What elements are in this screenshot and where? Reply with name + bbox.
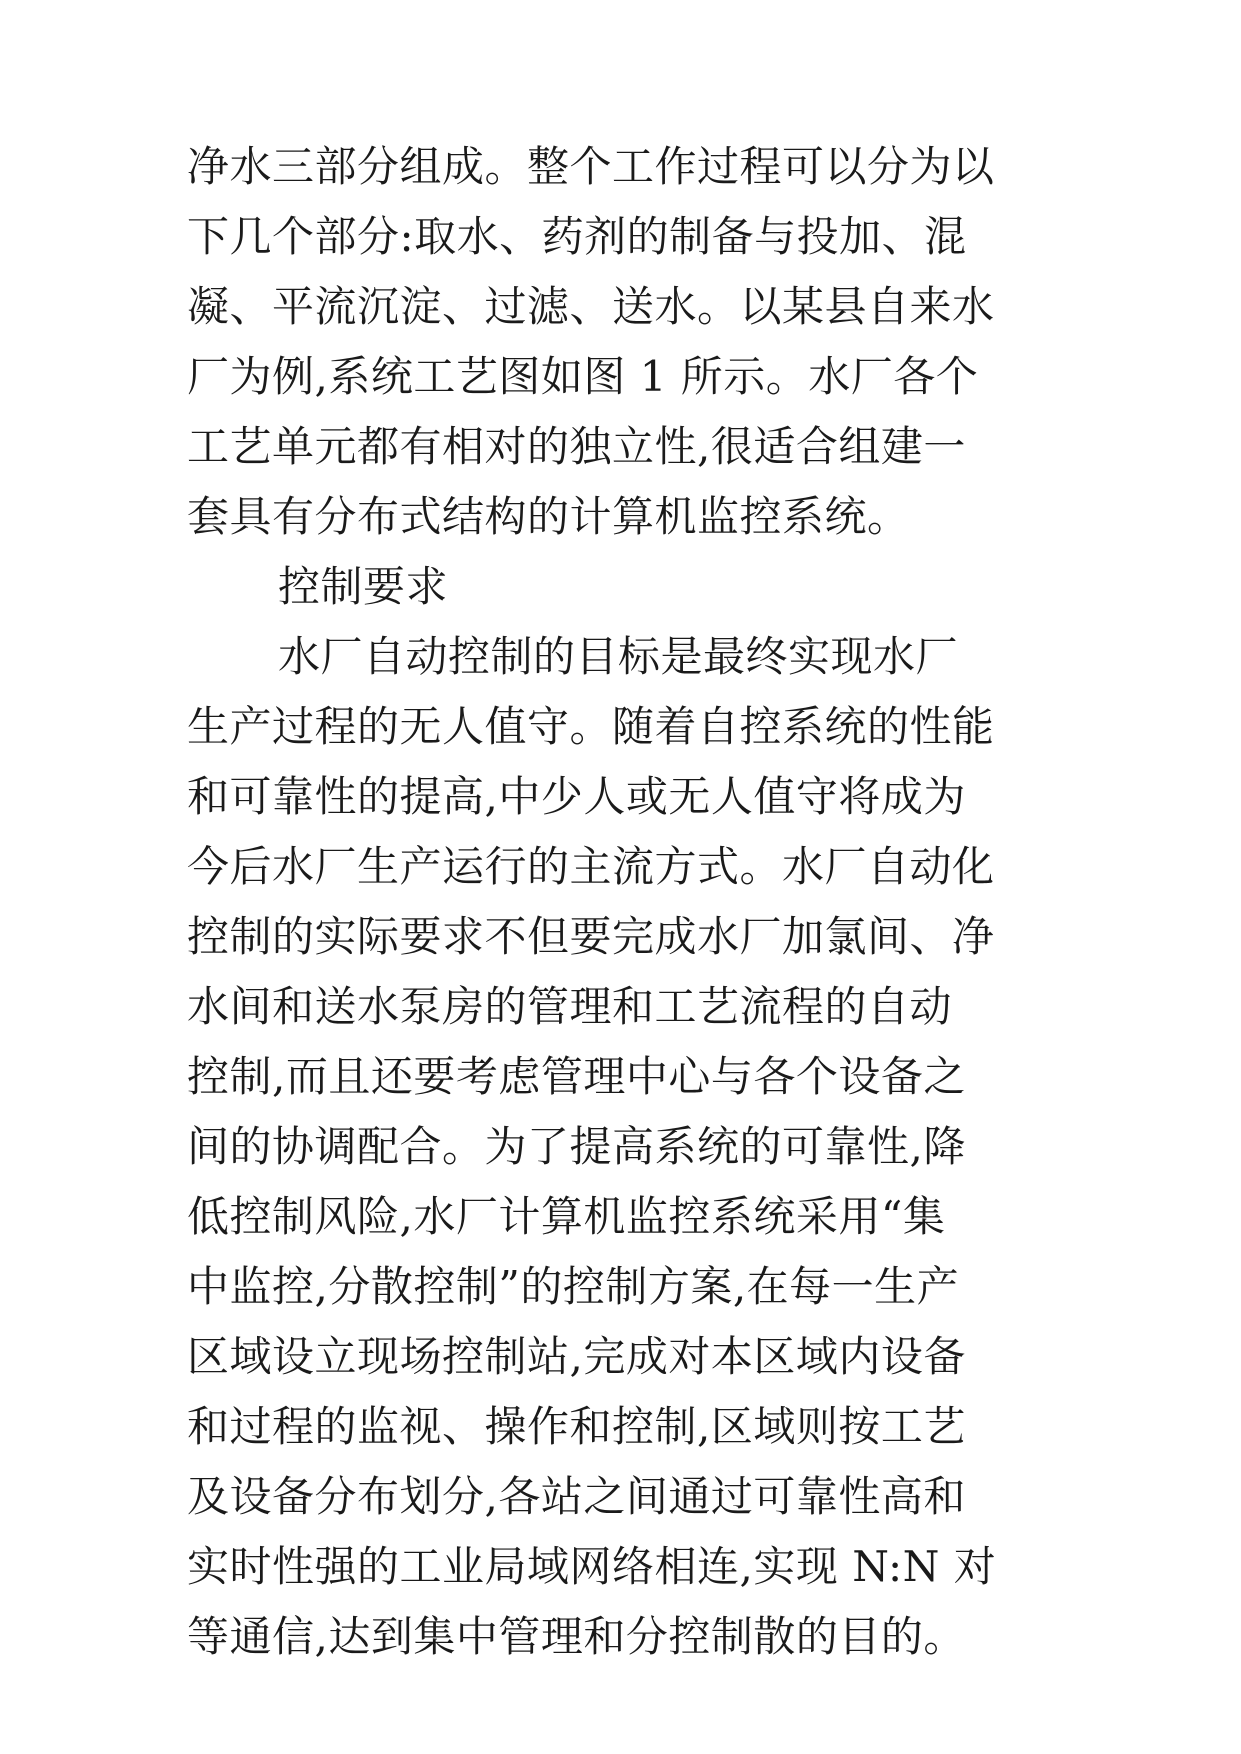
section-heading: 控制要求 (278, 562, 449, 611)
paragraph-line: 工艺单元都有相对的独立性,很适合组建一 (187, 422, 966, 471)
paragraph-line: 控制的实际要求不但要完成水厂加氯间、净 (187, 912, 995, 961)
paragraph-line: 水间和送水泵房的管理和工艺流程的自动 (187, 982, 953, 1031)
paragraph-line: 下几个部分:取水、药剂的制备与投加、混 (187, 212, 967, 261)
paragraph-line: 净水三部分组成。整个工作过程可以分为以 (187, 142, 995, 191)
paragraph-line: 间的协调配合。为了提高系统的可靠性,降 (187, 1122, 966, 1171)
paragraph-line: 套具有分布式结构的计算机监控系统。 (187, 492, 910, 541)
paragraph-line: 等通信,达到集中管理和分控制散的目的。 (187, 1612, 966, 1661)
paragraph-line: 今后水厂生产运行的主流方式。水厂自动化 (187, 842, 995, 891)
paragraph-line: 和可靠性的提高,中少人或无人值守将成为 (187, 772, 966, 821)
paragraph-line: 及设备分布划分,各站之间通过可靠性高和 (187, 1472, 966, 1521)
paragraph-line: 生产过程的无人值守。随着自控系统的性能 (187, 702, 995, 751)
paragraph-line: 凝、平流沉淀、过滤、送水。以某县自来水 (187, 282, 995, 331)
paragraph-line: 厂为例,系统工艺图如图 1 所示。水厂各个 (187, 352, 979, 401)
paragraph-line: 中监控,分散控制”的控制方案,在每一生产 (187, 1262, 960, 1311)
paragraph-line: 区域设立现场控制站,完成对本区域内设备 (187, 1332, 966, 1381)
paragraph-line: 低控制风险,水厂计算机监控系统采用“集 (187, 1192, 946, 1241)
paragraph-line: 实时性强的工业局域网络相连,实现 N:N 对 (187, 1542, 997, 1591)
paragraph-line: 和过程的监视、操作和控制,区域则按工艺 (187, 1402, 966, 1451)
paragraph-line: 控制,而且还要考虑管理中心与各个设备之 (187, 1052, 966, 1101)
paragraph-line: 水厂自动控制的目标是最终实现水厂 (278, 632, 959, 681)
